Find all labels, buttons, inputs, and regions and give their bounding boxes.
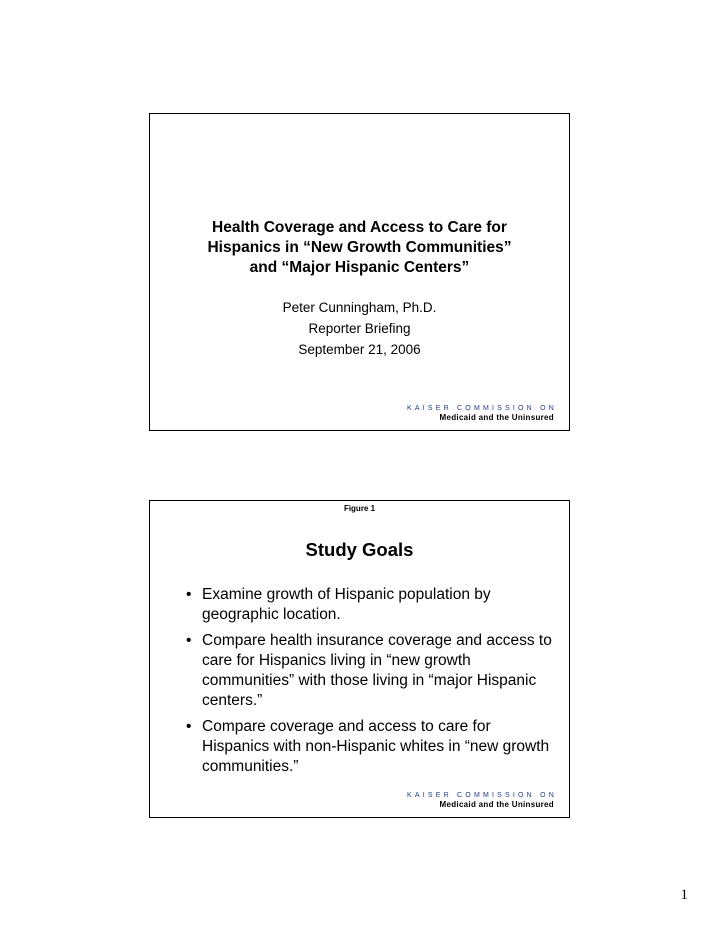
page-number: 1 [680,887,688,903]
goals-list [186,585,558,783]
kaiser-logo-bottom: Medicaid and the Uninsured [439,413,554,422]
kaiser-logo [407,791,557,810]
slide-heading: Study Goals [305,539,414,560]
presentation-details [150,297,569,360]
event-name: Reporter Briefing [308,321,411,336]
slide-title-heading [150,218,569,278]
title-line: and “Major Hispanic Centers” [249,259,470,276]
figure-label: Figure 1 [343,504,376,513]
title-line: Health Coverage and Access to Care for [212,219,507,236]
slide-title [149,113,570,431]
author: Peter Cunningham, Ph.D. [282,300,437,315]
kaiser-logo-top: KAISER COMMISSION ON [407,792,557,799]
list-item: • Examine growth of Hispanic population by geographic location. [186,585,558,625]
slide-study-goals [149,500,570,818]
kaiser-logo-bottom: Medicaid and the Uninsured [439,800,554,809]
list-item: • Compare health insurance coverage and access to care for Hispanics living in “new growth communities” with those living in “major Hispanic centers.” [186,631,558,711]
event-date: September 21, 2006 [298,342,421,357]
kaiser-logo-top: KAISER COMMISSION ON [407,405,557,412]
title-line: Hispanics in “New Growth Communities” [207,239,512,256]
list-item: • Compare coverage and access to care for Hispanics with non-Hispanic whites in “new growth communities.” [186,717,558,777]
kaiser-logo [407,404,557,423]
